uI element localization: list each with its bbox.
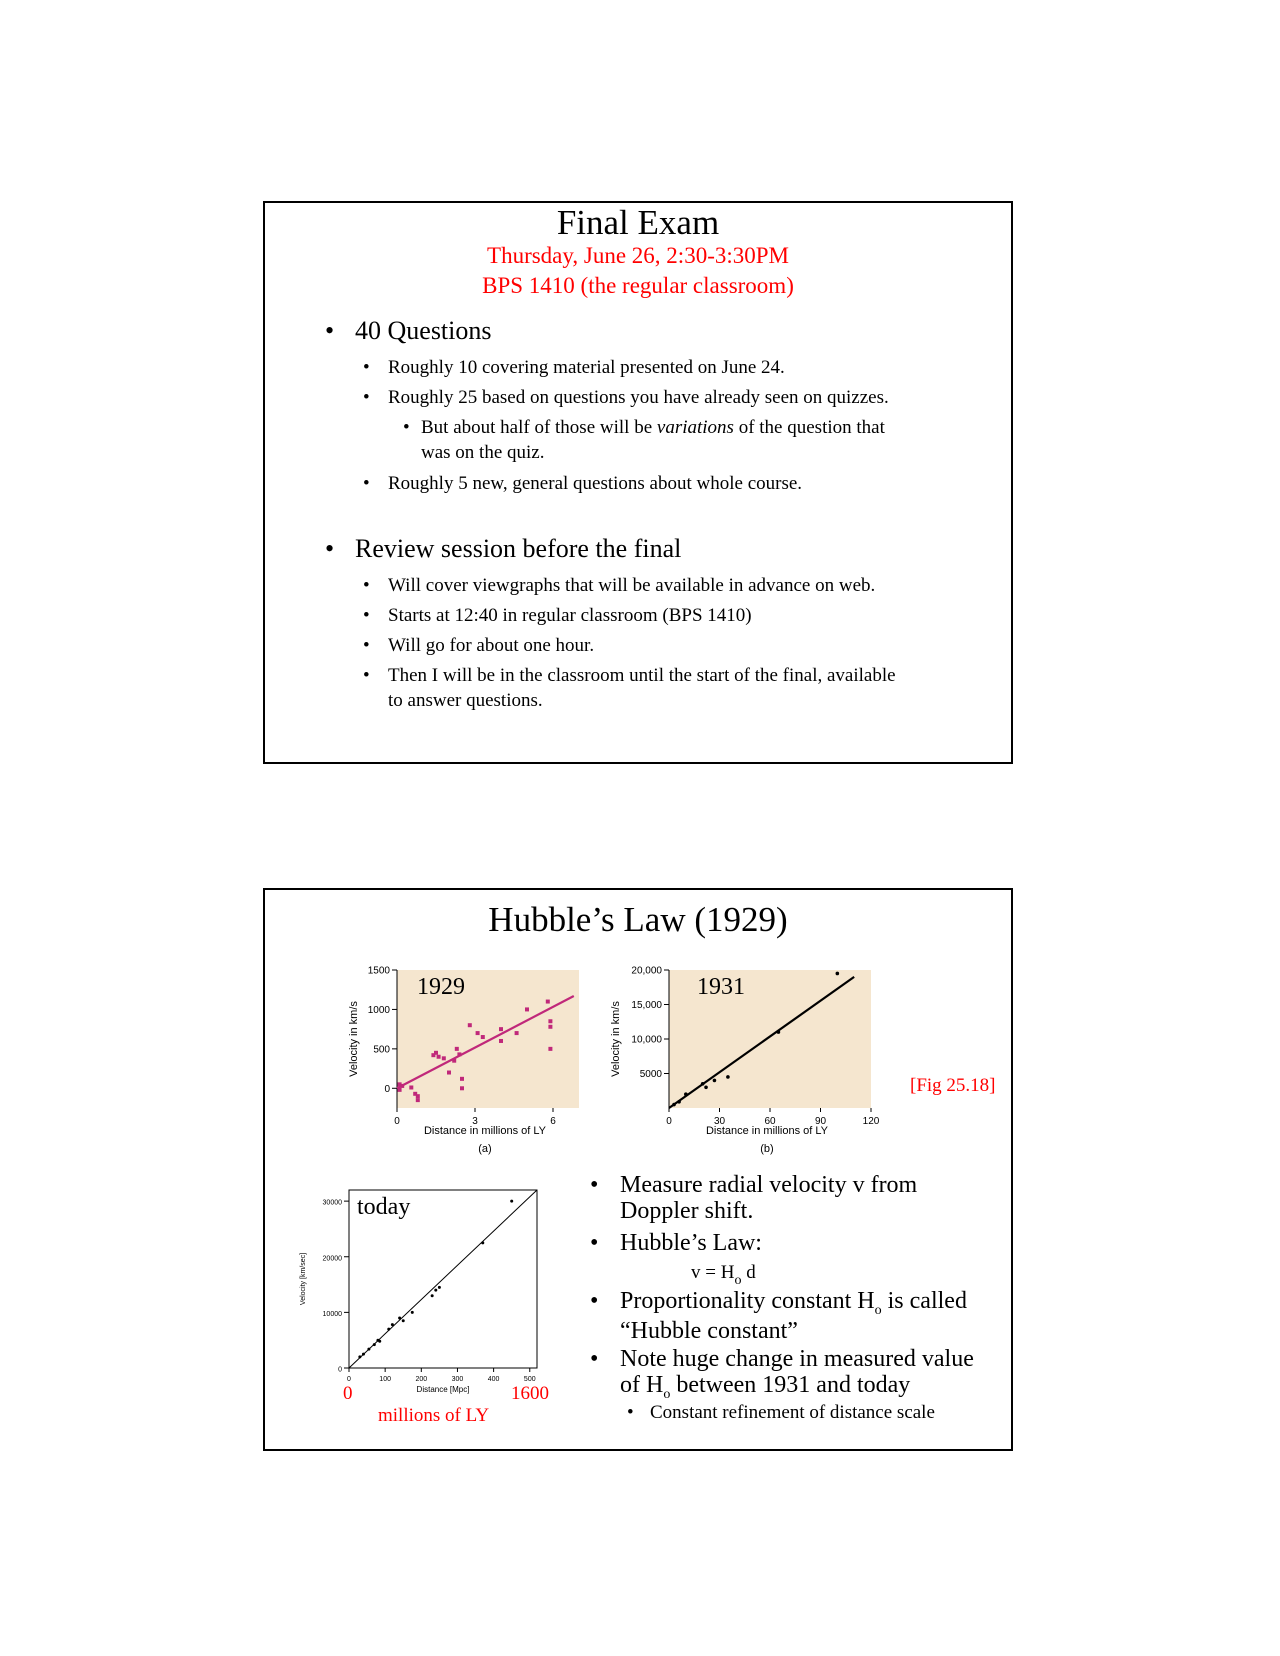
data-point [515, 1031, 519, 1035]
x-tick-label: 120 [862, 1116, 880, 1127]
x-tick-label: 30 [713, 1116, 726, 1127]
y-axis-label: Velocity in km/s [348, 1001, 360, 1077]
data-point [548, 1019, 552, 1023]
x-axis-label: Distance in millions of LY [423, 1125, 547, 1137]
sub-bullet-refinement: Constant refinement of distance scale [650, 1402, 935, 1423]
text: Proportionality constant H [620, 1288, 875, 1314]
list-item: Roughly 5 new, general questions about whole course. [388, 473, 803, 494]
bullet-marker: • [590, 1172, 599, 1198]
x-tick-label: 3 [472, 1116, 478, 1127]
data-point [713, 1079, 717, 1083]
data-point [468, 1023, 472, 1027]
data-point [387, 1328, 390, 1331]
chart-1931 [605, 958, 885, 1168]
y-tick-label: 1000 [367, 1004, 390, 1016]
data-point [672, 1103, 676, 1107]
bullet-proportionality [620, 1288, 967, 1344]
text: is called [881, 1288, 967, 1314]
data-point [434, 1289, 437, 1292]
x-tick-label: 60 [764, 1116, 776, 1127]
data-point [677, 1100, 681, 1104]
x-axis-label: Distance [Mpc] [416, 1385, 470, 1394]
y-tick-label: 5000 [639, 1069, 662, 1080]
bullet-marker: • [590, 1346, 599, 1372]
data-point [777, 1030, 781, 1034]
chart-title: 1929 [417, 974, 465, 1000]
data-point [416, 1094, 420, 1098]
x-tick-label: 6 [550, 1116, 556, 1127]
bullet-huge-change [620, 1346, 974, 1402]
bullet-line [620, 1372, 974, 1402]
data-point [391, 1323, 394, 1326]
bullet-marker: • [590, 1230, 599, 1256]
data-point [416, 1098, 420, 1102]
bullet-marker: • [325, 316, 335, 345]
y-axis-label: Velocity [km/sec] [300, 1252, 307, 1306]
bullet-measure-velocity [620, 1172, 917, 1224]
list-item: Then I will be in the classroom until the start of the final, available [388, 665, 896, 686]
equation-text: v = H [691, 1262, 735, 1283]
data-point [442, 1056, 446, 1060]
hubble-equation [691, 1262, 756, 1288]
bullet-hubbles-law: Hubble’s Law: [620, 1230, 762, 1256]
chart-caption: (b) [760, 1143, 774, 1155]
y-tick-label: 1500 [367, 965, 390, 977]
data-point [437, 1055, 441, 1059]
data-point [398, 1088, 402, 1092]
data-point [499, 1039, 503, 1043]
data-point [367, 1348, 370, 1351]
text: of H [620, 1372, 664, 1398]
data-point [481, 1035, 485, 1039]
data-point [447, 1071, 451, 1075]
x-axis-label: Distance in millions of LY [705, 1125, 829, 1137]
subscript: o [663, 1387, 671, 1402]
y-tick-label: 0 [338, 1366, 342, 1374]
subscript: o [874, 1303, 882, 1318]
annotation-millions-of-ly: millions of LY [378, 1405, 490, 1426]
annotation-zero: 0 [343, 1383, 353, 1404]
list-item: Will cover viewgraphs that will be available in advance on web. [388, 575, 876, 596]
x-tick-label: 300 [451, 1376, 464, 1383]
sub-item-text: of the question that [733, 417, 885, 438]
bullet-marker: • [627, 1402, 634, 1423]
data-point [499, 1027, 503, 1031]
data-point [510, 1200, 513, 1203]
list-item: Roughly 25 based on questions you have already seen on quizzes. [388, 387, 889, 408]
subscript: o [734, 1273, 742, 1288]
sub-item-line2: was on the quiz. [421, 442, 545, 463]
data-point [455, 1047, 459, 1051]
list-item: Will go for about one hour. [388, 635, 595, 656]
x-tick-label: 0 [394, 1116, 400, 1127]
emphasis-variations: variations [656, 417, 734, 438]
bullet-marker: • [363, 635, 370, 656]
x-tick-label: 400 [487, 1376, 500, 1383]
bullet-line: Note huge change in measured value [620, 1346, 974, 1372]
y-tick-label: 15,000 [631, 1000, 662, 1011]
data-point [460, 1086, 464, 1090]
exam-date: Thursday, June 26, 2:30-3:30PM [487, 243, 789, 268]
data-point [836, 972, 840, 976]
data-point [457, 1052, 461, 1056]
sub-list-item [421, 417, 885, 439]
x-tick-label: 0 [347, 1376, 351, 1383]
data-point [362, 1353, 365, 1356]
y-tick-label: 30000 [322, 1199, 342, 1207]
list-item: Roughly 10 covering material presented on June 24. [388, 357, 785, 378]
sub-item-text: But about half of those will be [421, 417, 657, 438]
data-point [400, 1084, 404, 1088]
bullet-marker: • [363, 575, 370, 596]
exam-room: BPS 1410 (the regular classroom) [482, 273, 794, 298]
x-tick-label: 90 [814, 1116, 827, 1127]
bullet-marker: • [363, 473, 370, 494]
bullet-marker: • [325, 534, 335, 563]
bullet-line: “Hubble constant” [620, 1318, 798, 1344]
bullet-marker: • [403, 417, 410, 438]
y-tick-label: 20,000 [631, 965, 662, 977]
data-point [726, 1075, 730, 1079]
y-tick-label: 0 [384, 1083, 390, 1095]
x-tick-label: 200 [415, 1376, 428, 1383]
text: between 1931 and today [670, 1372, 911, 1398]
data-point [402, 1319, 405, 1322]
data-point [438, 1286, 441, 1289]
y-tick-label: 20000 [322, 1255, 342, 1263]
bullet-review-session: Review session before the final [355, 534, 682, 563]
bullet-marker: • [363, 665, 370, 686]
slide-title: Final Exam [556, 203, 720, 242]
bullet-marker: • [363, 387, 370, 408]
data-point [546, 1000, 550, 1004]
x-tick-label: 100 [379, 1376, 391, 1383]
slide-title: Hubble’s Law (1929) [488, 900, 788, 939]
list-item-line2: to answer questions. [388, 690, 543, 711]
data-point [701, 1082, 705, 1086]
data-point [481, 1241, 484, 1244]
data-point [434, 1051, 438, 1055]
chart-caption: (a) [478, 1143, 492, 1155]
bullet-line: Measure radial velocity v from [620, 1172, 918, 1198]
equation-text: d [741, 1262, 756, 1283]
data-point [373, 1343, 376, 1346]
chart-1929 [335, 958, 595, 1168]
data-point [704, 1086, 708, 1090]
slide-hubbles-law [263, 888, 1013, 1451]
bullet-line [620, 1288, 967, 1318]
chart-title: today [357, 1194, 411, 1220]
slide-final-exam [263, 201, 1013, 764]
list-item: Starts at 12:40 in regular classroom (BPS 1410) [388, 605, 752, 626]
y-tick-label: 10,000 [631, 1034, 662, 1046]
y-tick-label: 10000 [322, 1310, 342, 1318]
y-tick-label: 500 [373, 1044, 390, 1056]
chart-title: 1931 [697, 974, 745, 1000]
data-point [525, 1007, 529, 1011]
data-point [684, 1092, 688, 1096]
data-point [460, 1077, 464, 1081]
data-point [476, 1031, 480, 1035]
data-point [409, 1085, 413, 1089]
bullet-marker: • [363, 357, 370, 378]
x-tick-label: 500 [523, 1376, 536, 1383]
data-point [358, 1355, 361, 1358]
data-point [548, 1025, 552, 1029]
data-point [452, 1059, 456, 1063]
bullet-marker: • [590, 1288, 599, 1314]
bullet-line: Doppler shift. [620, 1198, 754, 1224]
data-point [431, 1294, 434, 1297]
data-point [378, 1340, 381, 1343]
data-point [411, 1311, 414, 1314]
x-tick-label: 0 [666, 1116, 672, 1127]
figure-reference: [Fig 25.18] [910, 1075, 996, 1096]
y-axis-label: Velocity in km/s [610, 1001, 622, 1077]
bullet-marker: • [363, 605, 370, 626]
annotation-1600: 1600 [511, 1383, 549, 1404]
data-point [548, 1047, 552, 1051]
bullet-40-questions: 40 Questions [355, 316, 492, 345]
data-point [398, 1316, 401, 1319]
